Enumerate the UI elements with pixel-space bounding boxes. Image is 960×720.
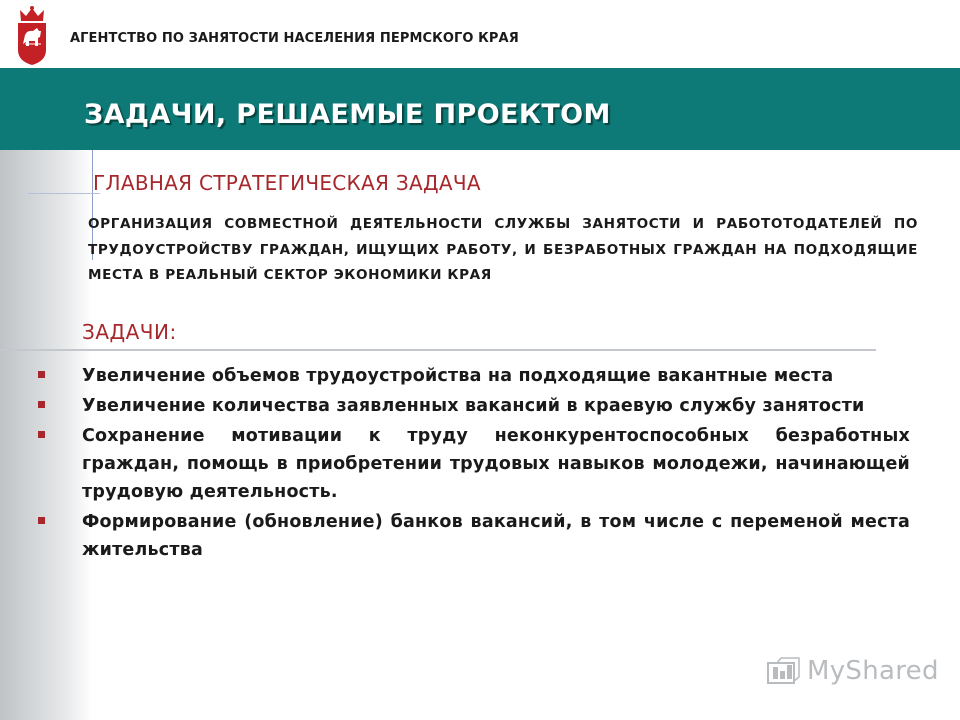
main-task-text: ОРГАНИЗАЦИЯ СОВМЕСТНОЙ ДЕЯТЕЛЬНОСТИ СЛУЖБЫ ЗАНЯТОСТИ И РАБОТОТОДАТЕЛЕЙ ПО ТРУДОУСТРОЙСТВУ ГРАЖДАН, ИЩУЩИХ РАБОТУ, И БЕЗРАБОТНЫХ ГРАЖДАН НА ПОДХОДЯЩИЕ МЕСТА В РЕАЛЬНЫЙ СЕКТОР ЭКОНОМИКИ КРАЯ — [88, 216, 918, 283]
list-item — [38, 392, 910, 420]
myshared-logo-icon — [767, 657, 801, 685]
agency-name: АГЕНТСТВО ПО ЗАНЯТОСТИ НАСЕЛЕНИЯ ПЕРМСКОГО КРАЯ — [70, 31, 519, 46]
square-bullet-icon — [38, 371, 45, 378]
task-text: Увеличение количества заявленных вакансий в краевую службу занятости — [82, 396, 865, 416]
main-task-heading: ГЛАВНАЯ СТРАТЕГИЧЕСКАЯ ЗАДАЧА — [93, 171, 481, 195]
title-band — [0, 68, 960, 150]
list-item — [38, 508, 910, 564]
watermark — [767, 656, 939, 686]
task-text: Увеличение объемов трудоустройства на подходящие вакантные места — [82, 366, 834, 386]
list-item — [38, 422, 910, 506]
tasks-label: ЗАДАЧИ: — [82, 320, 177, 344]
page-title: ЗАДАЧИ, РЕШАЕМЫЕ ПРОЕКТОМ — [84, 99, 611, 130]
square-bullet-icon — [38, 517, 45, 524]
task-text: Сохранение мотивации к труду неконкурентоспособных безработных граждан, помощь в приобретении трудовых навыков молодежи, начинающей трудовую деятельность. — [82, 426, 910, 502]
square-bullet-icon — [38, 401, 45, 408]
task-text: Формирование (обновление) банков вакансий, в том числе с переменой места жительства — [82, 512, 910, 560]
header-top — [0, 0, 960, 68]
decor-horizontal-line — [28, 193, 100, 194]
perm-krai-coat-of-arms-icon — [12, 4, 52, 66]
watermark-text: MyShared — [807, 656, 939, 686]
square-bullet-icon — [38, 431, 45, 438]
list-item — [38, 362, 910, 390]
task-list — [38, 362, 910, 566]
section-divider — [0, 349, 876, 351]
